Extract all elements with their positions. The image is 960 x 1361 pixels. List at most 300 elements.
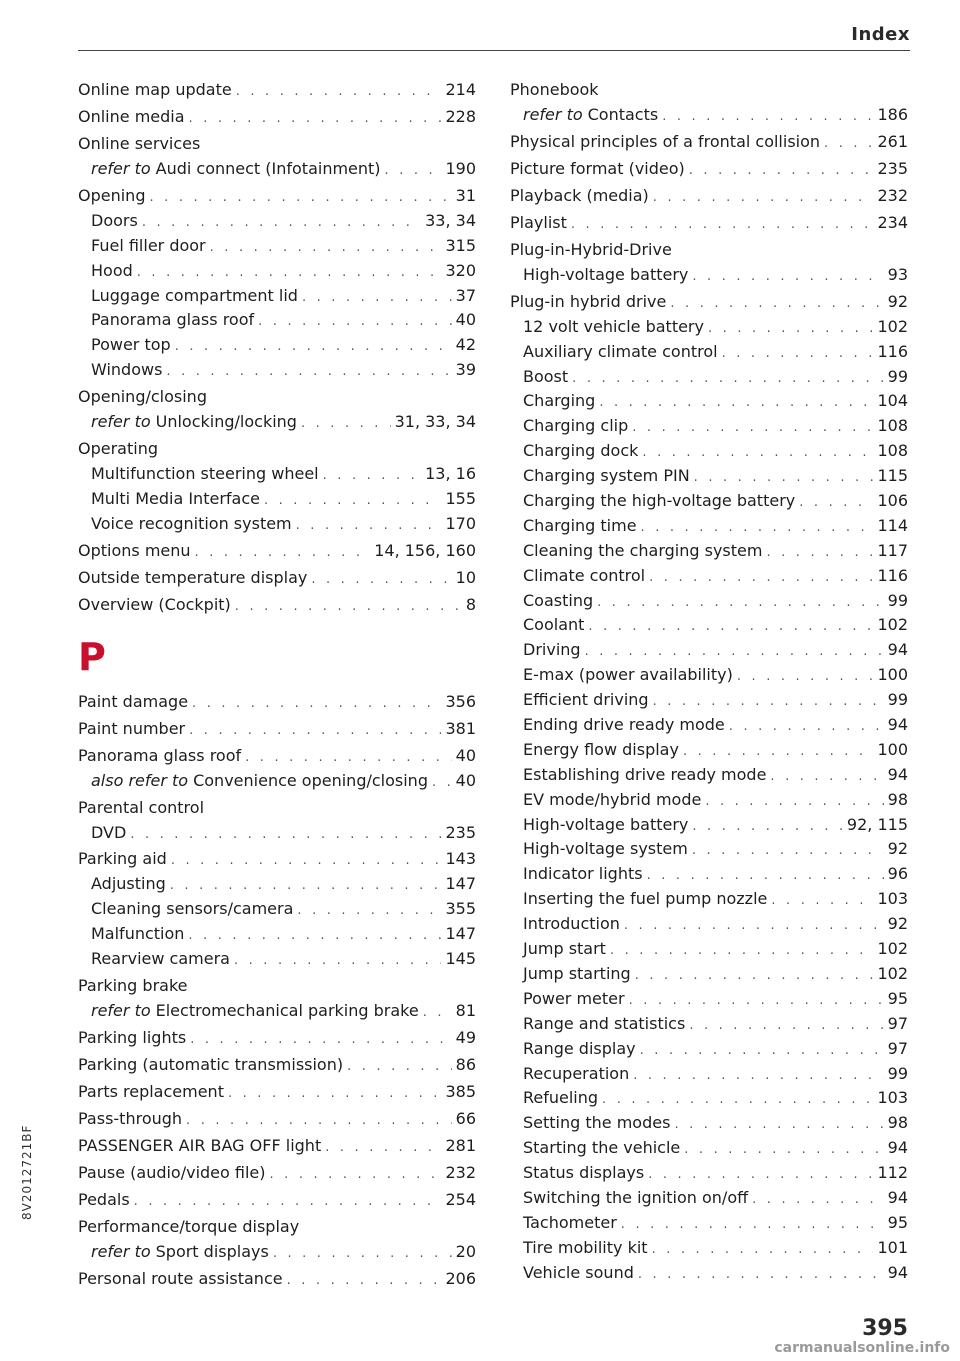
page-reference: 86: [455, 1054, 476, 1074]
dot-leader: [273, 1242, 452, 1265]
page-reference: 49: [455, 1027, 476, 1047]
index-entry: [78, 1186, 476, 1213]
index-term: Parking (automatic transmission): [78, 1054, 344, 1074]
dot-leader: [652, 1238, 874, 1261]
page-reference: 315: [445, 235, 476, 255]
index-term: Phonebook: [510, 80, 599, 99]
dot-leader: [640, 1039, 884, 1062]
dot-leader: [632, 416, 873, 439]
index-entry: [510, 340, 908, 365]
index-term: Coolant: [523, 615, 585, 635]
page-reference: 147: [445, 874, 476, 894]
index-term: Parts replacement: [78, 1081, 224, 1101]
index-term: Personal route assistance: [78, 1268, 283, 1288]
index-term: Pause (audio/video file): [78, 1162, 266, 1182]
index-entry: [510, 887, 908, 912]
dot-leader: [311, 566, 451, 591]
index-term: EV mode/hybrid mode: [523, 789, 702, 809]
index-entry: [510, 514, 908, 539]
index-entry: [510, 236, 908, 263]
dot-leader: [264, 489, 441, 512]
page-reference: 97: [887, 1038, 908, 1058]
index-term: Vehicle sound: [523, 1262, 634, 1282]
dot-leader: [674, 1113, 883, 1136]
index-term: Cleaning the charging system: [523, 540, 763, 560]
index-term: Online map update: [78, 80, 232, 99]
page-header-title: Index: [851, 24, 910, 45]
index-term: Climate control: [523, 565, 646, 585]
dot-leader: [585, 640, 884, 663]
index-entry: [510, 738, 908, 763]
index-entry: [510, 638, 908, 663]
index-entry: [78, 234, 476, 259]
index-term: Energy flow display: [523, 739, 679, 759]
dot-leader: [258, 310, 452, 333]
index-entry: [510, 315, 908, 340]
index-entry: [510, 1012, 908, 1037]
index-term: Efficient driving: [523, 690, 649, 710]
page-reference: 155: [445, 488, 476, 508]
dot-leader: [692, 815, 843, 838]
index-term: PASSENGER AIR BAG OFF light: [78, 1135, 322, 1155]
cross-reference-label: refer to: [91, 159, 151, 178]
page-reference: 254: [445, 1189, 476, 1209]
index-term: Voice recognition system: [91, 513, 292, 533]
index-entry: [78, 103, 476, 130]
page-number: 395: [862, 1316, 908, 1341]
page-reference: 170: [445, 513, 476, 533]
index-entry: [78, 872, 476, 897]
index-term: Setting the modes: [523, 1113, 671, 1133]
index-term: Doors: [91, 210, 138, 230]
page-reference: 108: [877, 416, 908, 436]
index-entry: [510, 862, 908, 887]
dot-leader: [149, 184, 451, 209]
page-reference: 94: [887, 1262, 908, 1282]
page-reference: 145: [445, 949, 476, 969]
page-reference: 381: [445, 718, 476, 738]
index-entry: [510, 464, 908, 489]
index-entry: [510, 763, 908, 788]
dot-leader: [188, 924, 441, 947]
page-reference: 100: [877, 739, 908, 759]
index-entry: [78, 1265, 476, 1292]
index-term: Driving: [523, 640, 581, 660]
dot-leader: [245, 744, 452, 769]
index-term: Jump starting: [523, 963, 631, 983]
index-entry: [78, 512, 476, 537]
page-reference: 94: [887, 1138, 908, 1158]
index-entry: [78, 259, 476, 284]
index-entry: [510, 1037, 908, 1062]
page-reference: 116: [877, 341, 908, 361]
dot-leader: [423, 1001, 452, 1024]
index-entry: [78, 742, 476, 769]
page-reference: 94: [887, 715, 908, 735]
index-entry: [510, 589, 908, 614]
dot-leader: [170, 874, 442, 897]
index-term: Fuel filler door: [91, 235, 206, 255]
index-term: Boost: [523, 366, 569, 386]
page-reference: 234: [877, 212, 908, 232]
index-entry: [78, 821, 476, 846]
index-entry: [78, 688, 476, 715]
index-entry: [510, 788, 908, 813]
index-entry: [510, 613, 908, 638]
index-entry: [78, 333, 476, 358]
dot-leader: [624, 914, 884, 937]
page-reference: 31, 33, 34: [394, 412, 476, 432]
index-entry: [78, 1024, 476, 1051]
dot-leader: [689, 1014, 883, 1037]
index-entry: [78, 947, 476, 972]
page-reference: 102: [877, 939, 908, 959]
index-term: Charging: [523, 391, 596, 411]
page-reference: 232: [877, 185, 908, 205]
page-reference: 228: [445, 107, 476, 126]
index-entry: [510, 1261, 908, 1286]
page-reference: 97: [887, 1013, 908, 1033]
index-term: Outside temperature display: [78, 567, 308, 587]
index-entry: [78, 1159, 476, 1186]
page-reference: 98: [887, 789, 908, 809]
page-reference: 102: [877, 963, 908, 983]
index-entry: [510, 288, 908, 315]
page-reference: 66: [455, 1108, 476, 1128]
index-entry: [78, 435, 476, 462]
dot-leader: [610, 939, 874, 962]
index-term: Status displays: [523, 1163, 645, 1183]
cross-reference-label: refer to: [91, 1241, 151, 1261]
index-entry: [510, 987, 908, 1012]
page-reference: 39: [455, 360, 476, 380]
index-term: Online media: [78, 107, 185, 126]
dot-leader: [599, 391, 873, 414]
page-reference: 235: [877, 158, 908, 178]
index-entry: [510, 937, 908, 962]
page-reference: 92: [887, 914, 908, 934]
page-reference: 95: [887, 988, 908, 1008]
dot-leader: [729, 715, 884, 738]
index-term: Online services: [78, 134, 201, 153]
dot-leader: [653, 690, 884, 713]
index-entry: [78, 591, 476, 618]
index-entry: [78, 383, 476, 410]
dot-leader: [228, 1080, 441, 1105]
index-entry: [510, 1236, 908, 1261]
page-reference: 190: [445, 159, 476, 178]
page-reference: 355: [445, 899, 476, 919]
index-column-left: [78, 76, 476, 1292]
dot-leader: [692, 265, 883, 288]
index-entry: [510, 1136, 908, 1161]
index-term: Jump start: [523, 939, 606, 959]
index-term: Cleaning sensors/camera: [91, 899, 294, 919]
dot-leader: [602, 1088, 873, 1111]
index-entry: [78, 1240, 476, 1265]
page-reference: 14, 156, 160: [374, 540, 476, 560]
index-entry: [510, 1062, 908, 1087]
index-entry: [78, 564, 476, 591]
page-reference: 93: [887, 264, 908, 284]
dot-leader: [301, 412, 391, 435]
index-term: Playlist: [510, 212, 567, 232]
index-term: Multi Media Interface: [91, 488, 260, 508]
dot-leader: [752, 1188, 884, 1211]
index-entry: [78, 487, 476, 512]
index-entry: [510, 1111, 908, 1136]
index-entry: [78, 410, 476, 435]
index-term: Convenience opening/closing: [193, 770, 428, 790]
dot-leader: [649, 566, 873, 589]
header-rule: [78, 50, 910, 51]
page-reference: 103: [877, 889, 908, 909]
page-reference: 100: [877, 665, 908, 685]
index-entry: [78, 715, 476, 742]
dot-leader: [588, 615, 873, 638]
cross-reference-label: refer to: [523, 105, 583, 124]
index-term: Opening: [78, 185, 146, 205]
index-entry: [510, 128, 908, 155]
watermark-text: carmanualsonline.info: [774, 1340, 950, 1356]
page-reference: 96: [887, 864, 908, 884]
page-reference: 235: [445, 822, 476, 842]
index-entry: [78, 1213, 476, 1240]
page-reference: 40: [455, 745, 476, 765]
index-term: Tachometer: [523, 1212, 617, 1232]
page-reference: 103: [877, 1088, 908, 1108]
index-entry: [510, 1186, 908, 1211]
index-entry: [78, 130, 476, 157]
index-term: E-max (power availability): [523, 665, 733, 685]
index-entry: [78, 794, 476, 821]
index-term: Options menu: [78, 540, 191, 560]
index-entry: [510, 365, 908, 390]
index-term: Introduction: [523, 914, 620, 934]
index-term: Operating: [78, 439, 158, 459]
dot-leader: [597, 591, 884, 614]
index-term: Performance/torque display: [78, 1216, 300, 1236]
index-entry: [78, 358, 476, 383]
index-term: Paint damage: [78, 691, 189, 711]
page-reference: 13, 16: [425, 464, 476, 484]
index-term: Plug-in hybrid drive: [510, 291, 667, 311]
dot-leader: [683, 740, 874, 763]
dot-leader: [641, 516, 874, 539]
index-term: Plug-in-Hybrid-Drive: [510, 239, 672, 259]
index-term: Pedals: [78, 1189, 130, 1209]
page-reference: 101: [877, 1237, 908, 1257]
index-entry: [510, 688, 908, 713]
page-reference: 94: [887, 764, 908, 784]
index-term: Opening/closing: [78, 387, 207, 407]
dot-leader: [192, 690, 441, 715]
index-entry: [510, 837, 908, 862]
index-term: Contacts: [587, 105, 659, 124]
page-reference: 186: [877, 105, 908, 124]
page-reference: 99: [887, 690, 908, 710]
index-term: Pass-through: [78, 1108, 183, 1128]
dot-leader: [708, 317, 873, 340]
page-reference: 114: [877, 515, 908, 535]
page-reference: 95: [887, 1212, 908, 1232]
index-entry: [510, 663, 908, 688]
dot-leader: [175, 335, 452, 358]
index-term: Hood: [91, 260, 133, 280]
index-term: Parking lights: [78, 1027, 187, 1047]
index-entry: [78, 769, 476, 794]
index-term: Electromechanical parking brake: [155, 1001, 419, 1021]
index-term: Physical principles of a frontal collision: [510, 131, 821, 151]
dot-leader: [629, 989, 884, 1012]
page-reference: 112: [877, 1163, 908, 1183]
index-entry: [78, 1132, 476, 1159]
dot-leader: [236, 78, 442, 103]
index-term: High-voltage system: [523, 839, 688, 859]
dot-leader: [766, 541, 873, 564]
index-entry: [78, 157, 476, 182]
page-reference: 33, 34: [425, 210, 476, 230]
index-entry: [78, 209, 476, 234]
document-code: 8V2012721BF: [20, 1124, 34, 1220]
page-reference: 10: [455, 567, 476, 587]
page-reference: 20: [455, 1241, 476, 1261]
index-term: Power top: [91, 335, 171, 355]
index-entry: [510, 564, 908, 589]
index-entry: [510, 539, 908, 564]
page-reference: 116: [877, 565, 908, 585]
page-reference: 320: [445, 260, 476, 280]
cross-reference-label: refer to: [91, 1001, 151, 1021]
page-reference: 143: [445, 849, 476, 869]
dot-leader: [621, 1213, 884, 1236]
index-term: Charging the high-voltage battery: [523, 491, 796, 511]
dot-leader: [296, 514, 442, 537]
page-reference: 356: [445, 691, 476, 711]
index-entry: [78, 845, 476, 872]
dot-leader: [270, 1161, 442, 1186]
index-term: Windows: [91, 360, 163, 380]
section-letter: P: [78, 634, 106, 679]
index-term: Inserting the fuel pump nozzle: [523, 889, 768, 909]
dot-leader: [684, 1138, 883, 1161]
dot-leader: [287, 1267, 442, 1292]
dot-leader: [633, 1064, 883, 1087]
index-column-right: [510, 76, 908, 1286]
page-reference: 40: [455, 310, 476, 330]
index-entry: [510, 1211, 908, 1236]
index-entry: [78, 308, 476, 333]
dot-leader: [142, 211, 421, 234]
dot-leader: [571, 211, 874, 236]
index-term: DVD: [91, 822, 127, 842]
index-term: Coasting: [523, 590, 594, 610]
dot-leader: [737, 665, 874, 688]
page-reference: 115: [877, 466, 908, 486]
index-term: Adjusting: [91, 874, 166, 894]
dot-leader: [186, 1107, 452, 1132]
index-entry: [510, 1086, 908, 1111]
index-term: Charging time: [523, 515, 637, 535]
page-reference: 99: [887, 366, 908, 386]
page-reference: 147: [445, 924, 476, 944]
page-reference: 102: [877, 615, 908, 635]
index-term: Parking aid: [78, 849, 167, 869]
index-term: High-voltage battery: [523, 264, 689, 284]
page-reference: 92: [887, 839, 908, 859]
index-term: Refueling: [523, 1088, 599, 1108]
dot-leader: [189, 105, 442, 130]
page-reference: 40: [455, 770, 476, 790]
dot-leader: [134, 1188, 442, 1213]
index-term: Charging system PIN: [523, 466, 690, 486]
index-entry: [78, 537, 476, 564]
page-reference: 108: [877, 441, 908, 461]
page-reference: 98: [887, 1113, 908, 1133]
page-reference: 99: [887, 1063, 908, 1083]
index-entry: [510, 209, 908, 236]
index-term: Establishing drive ready mode: [523, 764, 767, 784]
index-term: Luggage compartment lid: [91, 285, 298, 305]
index-term: Sport displays: [155, 1241, 269, 1261]
index-entry: [78, 1051, 476, 1078]
index-term: Panorama glass roof: [91, 310, 255, 330]
page-reference: 8: [465, 594, 476, 614]
page-reference: 42: [455, 335, 476, 355]
index-term: Panorama glass roof: [78, 745, 242, 765]
index-term: Power meter: [523, 988, 625, 1008]
index-list-p-continued: [510, 76, 908, 1286]
index-term: 12 volt vehicle battery: [523, 316, 704, 336]
dot-leader: [705, 790, 883, 813]
dot-leader: [171, 847, 442, 872]
index-list-p: [78, 688, 476, 1292]
index-entry: [78, 462, 476, 487]
index-term: Parental control: [78, 797, 205, 817]
dot-leader: [130, 823, 441, 846]
dot-leader: [722, 342, 874, 365]
index-entry: [78, 182, 476, 209]
dot-leader: [642, 441, 873, 464]
index-entry: [510, 155, 908, 182]
index-term: Rearview camera: [91, 949, 230, 969]
index-entry: [510, 962, 908, 987]
page-reference: 385: [445, 1081, 476, 1101]
dot-leader: [234, 949, 441, 972]
dot-leader: [432, 771, 452, 794]
index-term: Unlocking/locking: [155, 412, 297, 432]
index-entry: [510, 439, 908, 464]
dot-leader: [235, 593, 462, 618]
index-entry: [510, 912, 908, 937]
dot-leader: [771, 889, 873, 912]
page-reference: 94: [887, 1187, 908, 1207]
dot-leader: [662, 105, 873, 128]
page-reference: 92: [887, 291, 908, 311]
index-entry: [510, 713, 908, 738]
index-term: Playback (media): [510, 185, 649, 205]
index-term: Switching the ignition on/off: [523, 1187, 749, 1207]
index-term: Starting the vehicle: [523, 1138, 681, 1158]
index-entry: [510, 76, 908, 103]
index-entry: [510, 263, 908, 288]
dot-leader: [635, 964, 874, 987]
index-term: Range display: [523, 1038, 636, 1058]
page-reference: 104: [877, 391, 908, 411]
index-entry: [510, 182, 908, 209]
index-term: Indicator lights: [523, 864, 643, 884]
index-entry: [510, 414, 908, 439]
